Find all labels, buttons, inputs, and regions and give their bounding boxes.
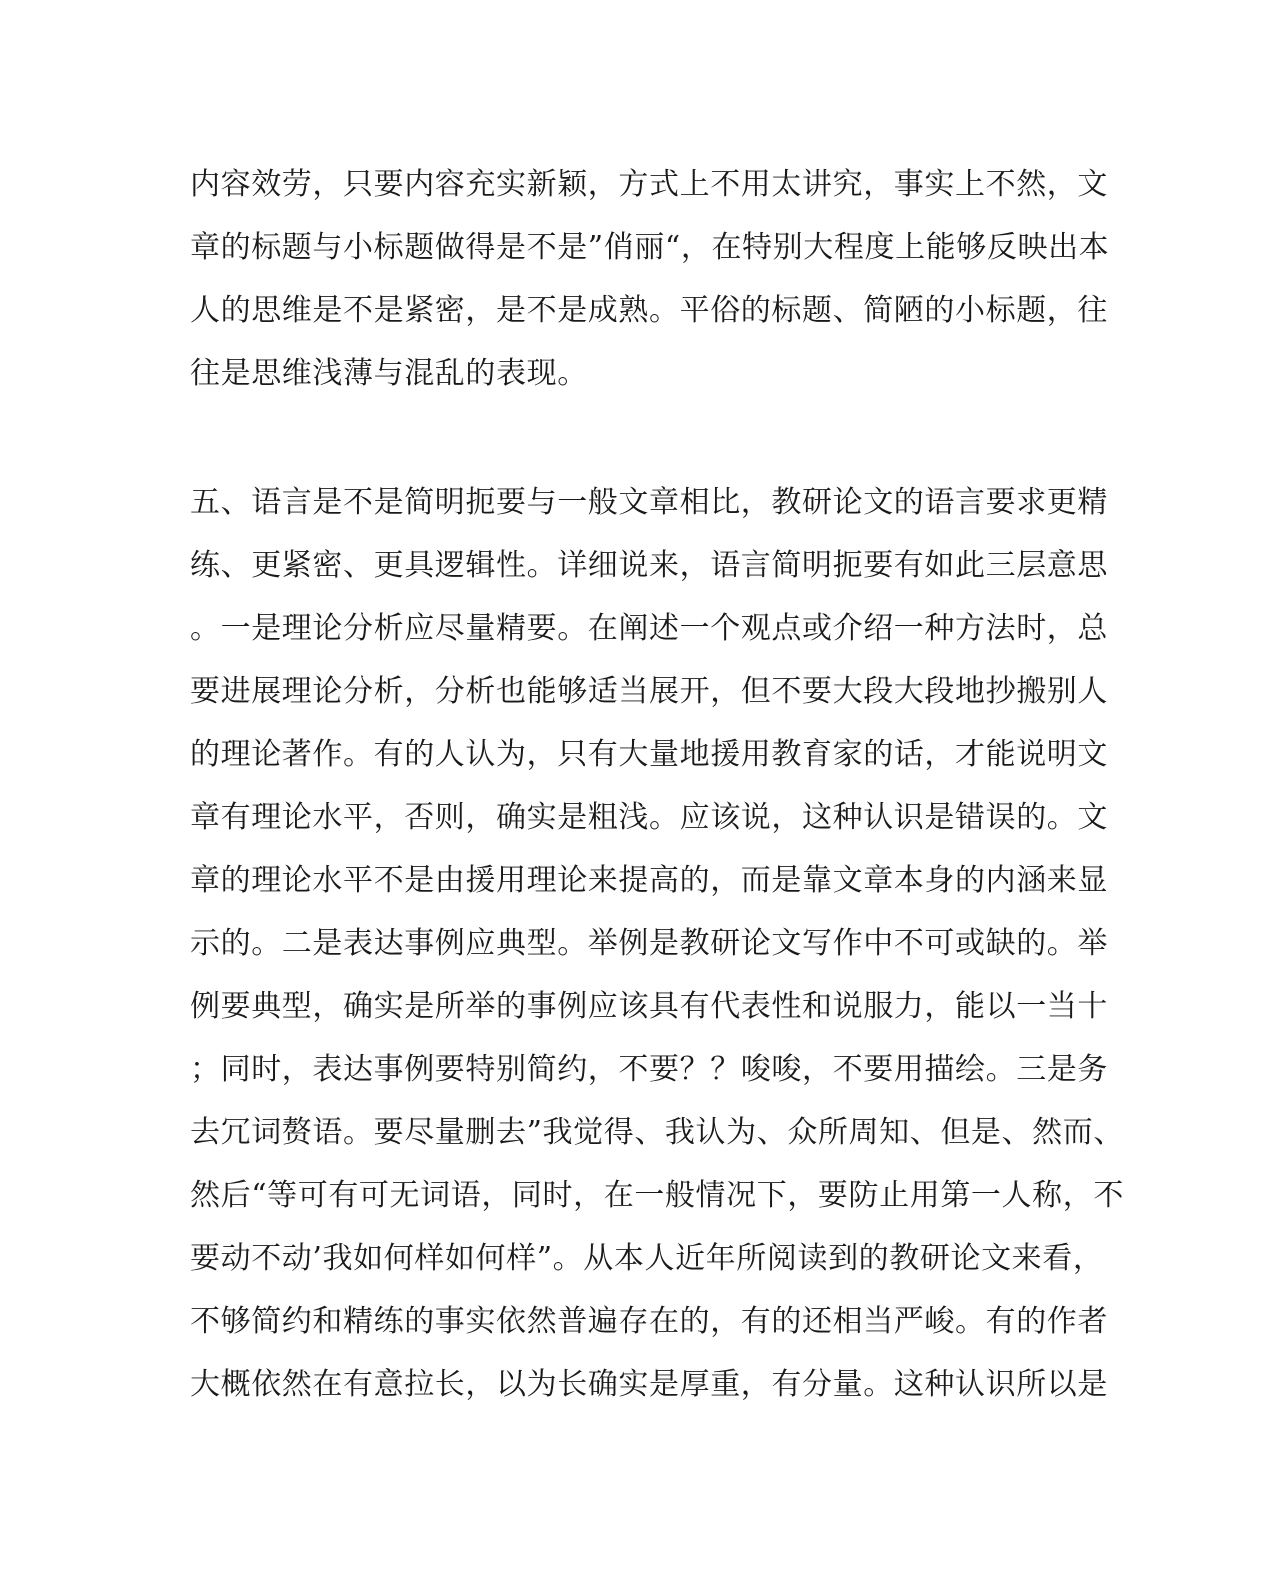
paragraph-line: 。一是理论分析应尽量精要。在阐述一个观点或介绍一种方法时，总: [190, 611, 1108, 646]
paragraph-line: 练、更紧密、更具逻辑性。详细说来，语言简明扼要有如此三层意思: [190, 548, 1108, 583]
paragraph-line: 往是思维浅薄与混乱的表现。: [190, 356, 588, 391]
paragraph-line: 大概依然在有意拉长，以为长确实是厚重，有分量。这种认识所以是: [190, 1367, 1108, 1402]
paragraph-line: 章的标题与小标题做得是不是”俏丽“，在特别大程度上能够反映出本: [190, 230, 1110, 265]
paragraph-line: 不够简约和精练的事实依然普遍存在的，有的还相当严峻。有的作者: [190, 1304, 1108, 1339]
paragraph-line: 要进展理论分析，分析也能够适当展开，但不要大段大段地抄搬别人: [190, 674, 1108, 709]
paragraph-line: 然后“等可有可无词语，同时，在一般情况下，要防止用第一人称，不: [190, 1178, 1124, 1213]
paragraph-line: 例要典型，确实是所举的事例应该具有代表性和说服力，能以一当十: [190, 989, 1108, 1024]
paragraph-line: 章有理论水平，否则，确实是粗浅。应该说，这种认识是错误的。文: [190, 800, 1108, 835]
paragraph-line: ；同时，表达事例要特别简约，不要？？唆唆，不要用描绘。三是务: [190, 1052, 1108, 1087]
paragraph-line: 五、语言是不是简明扼要与一般文章相比，教研论文的语言要求更精: [190, 485, 1108, 520]
paragraph-line: 人的思维是不是紧密，是不是成熟。平俗的标题、简陋的小标题，往: [190, 293, 1108, 328]
paragraph-line: 要动不动’我如何样如何样”。从本人近年所阅读到的教研论文来看，: [190, 1241, 1104, 1276]
paragraph-line: 的理论著作。有的人认为，只有大量地援用教育家的话，才能说明文: [190, 737, 1108, 772]
paragraph-line: 章的理论水平不是由援用理论来提高的，而是靠文章本身的内涵来显: [190, 863, 1108, 898]
paragraph-line: 去冗词赘语。要尽量删去”我觉得、我认为、众所周知、但是、然而、: [190, 1115, 1124, 1150]
paragraph-line: 内容效劳，只要内容充实新颖，方式上不用太讲究，事实上不然，文: [190, 167, 1108, 202]
paragraph-line: 示的。二是表达事例应典型。举例是教研论文写作中不可或缺的。举: [190, 926, 1108, 961]
